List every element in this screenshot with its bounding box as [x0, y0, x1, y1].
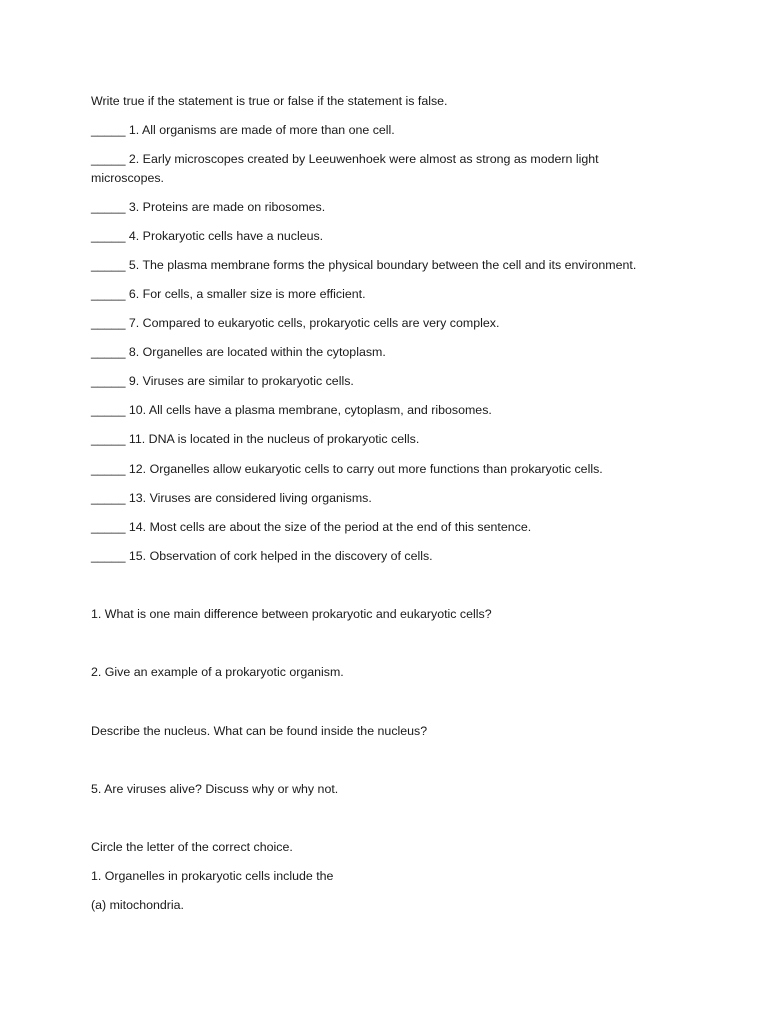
- true-false-item-15: _____ 15. Observation of cork helped in the discovery of cells.: [91, 549, 433, 563]
- true-false-item-8: _____ 8. Organelles are located within the cytoplasm.: [91, 345, 386, 359]
- short-answer-question-3: Describe the nucleus. What can be found inside the nucleus?: [91, 724, 428, 738]
- true-false-item-12: _____ 12. Organelles allow eukaryotic cells to carry out more functions than prokaryotic cells.: [91, 462, 603, 476]
- true-false-item-7: _____ 7. Compared to eukaryotic cells, prokaryotic cells are very complex.: [91, 316, 500, 330]
- true-false-item-6: _____ 6. For cells, a smaller size is more efficient.: [91, 287, 366, 301]
- multiple-choice-instructions: Circle the letter of the correct choice.: [91, 840, 293, 854]
- true-false-instructions: Write true if the statement is true or false if the statement is false.: [91, 94, 448, 108]
- multiple-choice-choice-a: (a) mitochondria.: [91, 898, 184, 912]
- true-false-item-5: _____ 5. The plasma membrane forms the physical boundary between the cell and its environment.: [91, 258, 637, 272]
- true-false-item-1: _____ 1. All organisms are made of more than one cell.: [91, 123, 395, 137]
- true-false-item-3: _____ 3. Proteins are made on ribosomes.: [91, 200, 326, 214]
- short-answer-question-1: 1. What is one main difference between prokaryotic and eukaryotic cells?: [91, 607, 492, 621]
- true-false-item-9: _____ 9. Viruses are similar to prokaryotic cells.: [91, 374, 354, 388]
- true-false-item-11: _____ 11. DNA is located in the nucleus of prokaryotic cells.: [91, 432, 420, 446]
- true-false-item-13: _____ 13. Viruses are considered living organisms.: [91, 491, 372, 505]
- true-false-item-10: _____ 10. All cells have a plasma membrane, cytoplasm, and ribosomes.: [91, 403, 492, 417]
- true-false-item-4: _____ 4. Prokaryotic cells have a nucleus.: [91, 229, 324, 243]
- short-answer-question-4: 5. Are viruses alive? Discuss why or why not.: [91, 782, 339, 796]
- multiple-choice-question-1: 1. Organelles in prokaryotic cells include the: [91, 869, 334, 883]
- short-answer-question-2: 2. Give an example of a prokaryotic organism.: [91, 665, 344, 679]
- true-false-item-14: _____ 14. Most cells are about the size of the period at the end of this sentence.: [91, 520, 532, 534]
- true-false-item-2: _____ 2. Early microscopes created by Leeuwenhoek were almost as strong as modern light microscopes.: [91, 152, 599, 185]
